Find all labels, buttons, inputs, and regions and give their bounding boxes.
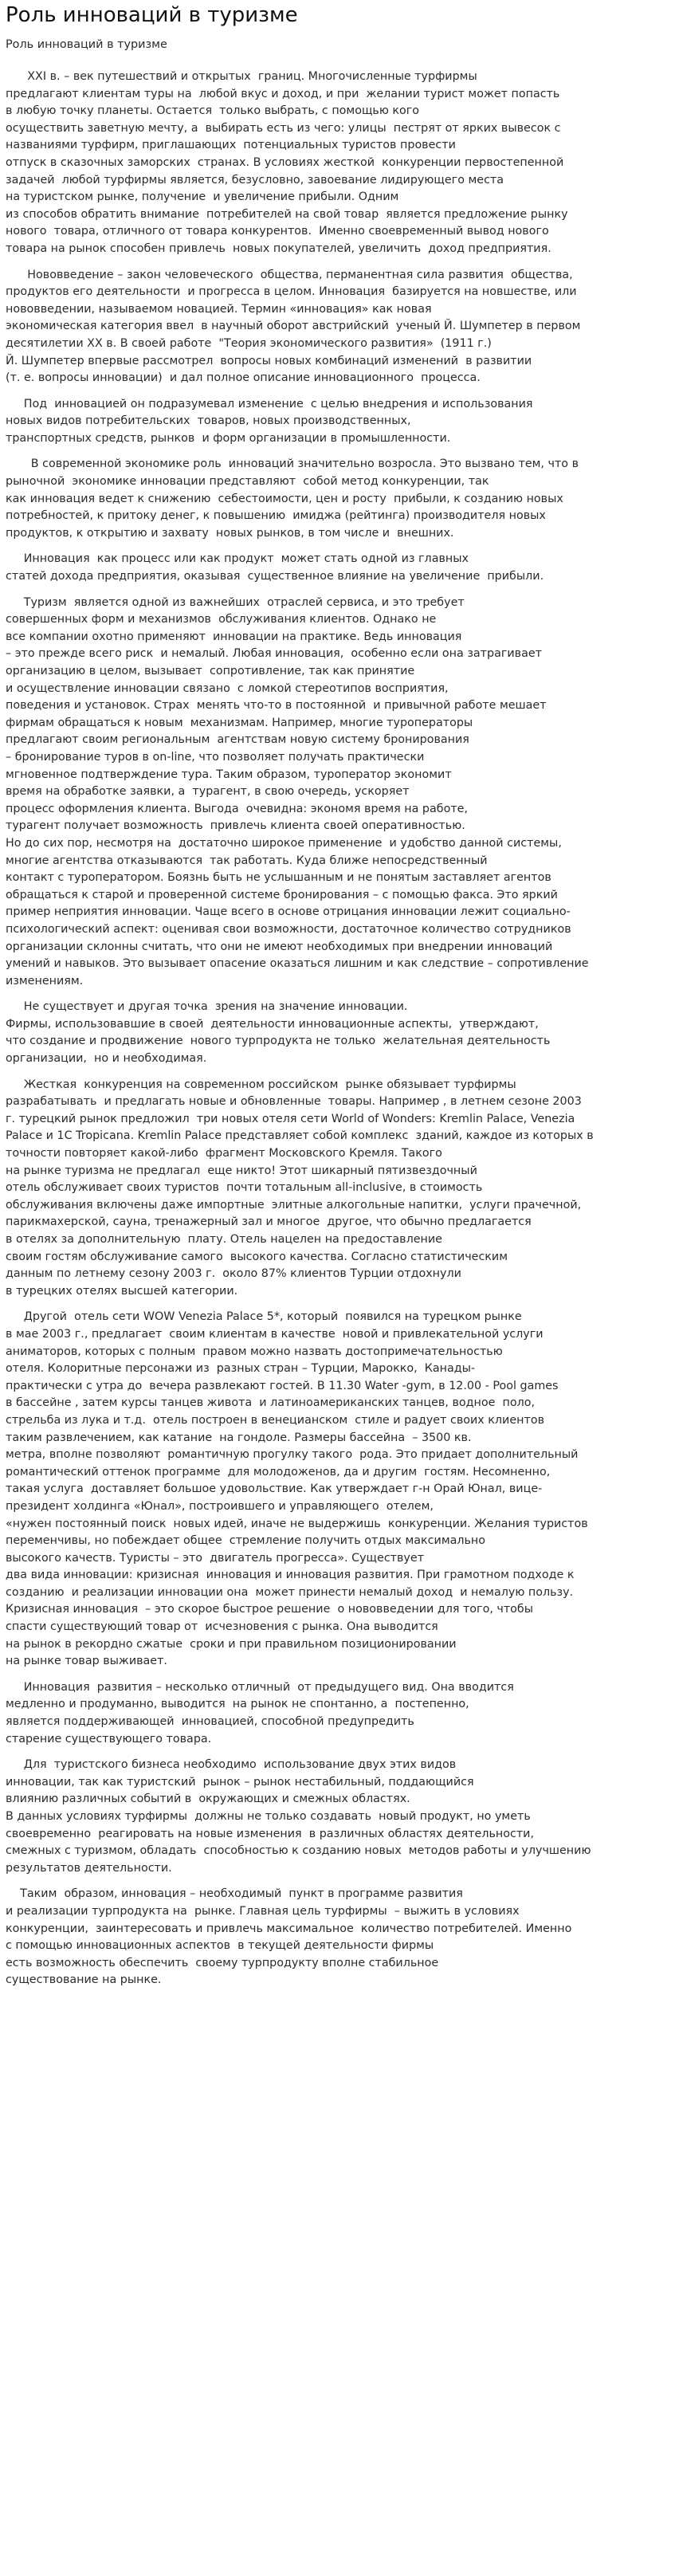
- paragraph-development-innovation: Инновация развития – несколько отличный от предыдущего вид. Она вводится медленно и продуманно, выводится на рынок не спонтанно, а постепенно, является поддерживающей инновацией, способной предупредить старение существующего товара.: [6, 1680, 514, 1745]
- article-subtitle: Роль инноваций в туризме: [6, 38, 167, 51]
- page-title: Роль инноваций в туризме: [6, 3, 298, 27]
- paragraph-venezia-palace: Другой отель сети WOW Venezia Palace 5*, который появился на турецком рынке в мае 2003 г., предлагает своим клиентам в качестве новой и привлекательной услуги аниматоров, которых с полным правом можно назвать достопримечательностью отеля. Колоритные персонажи из разных стран – Турции, Марокко, Канады- практически с утра до вечера развлекают гостей. В 11.30 Water -gym, в 12.00 - Pool games в бассейне , затем курсы танцев живота и латиноамериканских танцев, водное поло, стрельба из лука и т.д. отель построен в венецианском стиле и радует своих клиентов таким развлечением, как катание на гондоле. Размеры бассейна – 3500 кв. метра, вполне позволяют романтичную прогулку такого рода. Это придает дополнительный романтический оттенок программе для молодоженов, да и другим гостям. Несомненно, такая услуга доставляет большое удовольствие. Как утверждает г-н Орай Юнал, вице- президент холдинга «Юнал», построившего и управляющего отелем, «нужен постоянный поиск новых идей, иначе не выдержишь конкуренции. Желания туристов переменчивы, но побеждает общее стремление получить отдых максимально высокого качеств. Туристы – это двигатель прогресса». Существует два вида инновации: кризисная инновация и инновация развития. При грамотном подходе к созданию и реализации инновации она может принести немалый доход и немалую пользу. Кризисная инновация – это скорое быстрое решение о нововведении для того, чтобы спасти существующий товар от исчезновения с рынка. Она выводится на рынок в рекордно сжатые сроки и при правильном позиционировании на рынке товар выживает.: [6, 1310, 588, 1668]
- paragraph-innovation-meaning: Под инновацией он подразумевал изменение с целью внедрения и использования новых видов потребительских товаров, новых производственных, транспортных средств, рынков и форм организации в промышленности.: [6, 397, 533, 445]
- paragraph-business-needs: Для туристского бизнеса необходимо использование двух этих видов инновации, так как туристский рынок – рынок нестабильный, поддающийся влиянию различных событий в окружающих и смежных областях. В данных условиях турфирмы должны не только создавать новый продукт, но уметь своевременно реагировать на новые изменения в различных областях деятельности, смежных с туризмом, обладать способностью к созданию новых методов работы и улучшению результатов деятельности.: [6, 1758, 591, 1875]
- paragraph-tourism-era: XXI в. – век путешествий и открытых границ. Многочисленные турфирмы предлагают клиентам туры на любой вкус и доход, и при желании турист может попасть в любую точку планеты. Остается только выбрать, с помощью кого осуществить заветную мечту, а выбирать есть из чего: улицы пестрят от ярких вывесок с названиями турфирм, приглашающих потенциальных туристов провести отпуск в сказочных заморских странах. В условиях жесткой конкуренции первостепенной задачей любой турфирмы является, безусловно, завоевание лидирующего места на туристском рынке, получение и увеличение прибыли. Одним из способов обратить внимание потребителей на свой товар является предложение рынку нового товара, отличного от товара конкурентов. Именно своевременный вывод нового товара на рынок способен привлечь новых покупателей, увеличить доход предприятия.: [6, 70, 568, 255]
- paragraph-conclusion: Таким образом, инновация – необходимый пункт в программе развития и реализации турпродукта на рынке. Главная цель турфирмы – выжить в условиях конкуренции, заинтересовать и привлечь максимальное количество потребителей. Именно с помощью инновационных аспектов в текущей деятельности фирмы есть возможность обеспечить своему турпродукту вполне стабильное существование на рынке.: [6, 1887, 572, 1987]
- paragraph-innovation-definition: Нововведение – закон человеческого общества, перманентная сила развития общества, продуктов его деятельности и прогресса в целом. Инновация базируется на новшестве, или нововведении, называемом новацией. Термин «инновация» как новая экономическая категория ввел в научный оборот австрийский ученый Й. Шумпетер в первом десятилетии XX в. В своей работе "Теория экономического развития» (1911 г.) Й. Шумпетер впервые рассмотрел вопросы новых комбинаций изменений в развитии (т. е. вопросы инновации) и дал полное описание инновационного процесса.: [6, 268, 581, 385]
- paragraph-other-view: Не существует и другая точка зрения на значение инновации. Фирмы, использовавшие в своей деятельности инновационные аспекты, утверждают, что создание и продвижение нового турпродукта не только желательная деятельность организации, но и необходимая.: [6, 1000, 551, 1066]
- paragraph-income-source: Инновация как процесс или как продукт может стать одной из главных статей дохода предприятия, оказывая существенное влияние на увеличение прибыли.: [6, 552, 544, 583]
- paragraph-tourism-risk: Туризм является одной из важнейших отраслей сервиса, и это требует совершенных форм и механизмов обслуживания клиентов. Однако не все компании охотно применяют инновации на практике. Ведь инновация – это прежде всего риск и немалый. Любая инновация, особенно если она затрагивает организацию в целом, вызывает сопротивление, так как принятие и осуществление инновации связано с ломкой стереотипов восприятия, поведения и установок. Страх менять что-то в постоянной и привычной работе мешает фирмам обращаться к новым механизмам. Например, многие туроператоры предлагают своим региональным агентствам новую систему бронирования – бронирование туров в on-line, что позволяет получать практически мгновенное подтверждение тура. Таким образом, туроператор экономит время на обработке заявки, а турагент, в свою очередь, ускоряет процесс оформления клиента. Выгода очевидна: экономя время на работе, турагент получает возможность привлечь клиента своей оперативностью. Но до сих пор, несмотря на достаточно широкое применение и удобство данной системы, многие агентства отказываются так работать. Куда ближе непосредственный контакт с туроператором. Боязнь быть не услышанным и не понятым заставляет агентов обращаться к старой и проверенной системе бронирования – с помощью факса. Это яркий пример неприятия инновации. Чаще всего в основе отрицания инновации лежит социально- психологический аспект: оценивая свои возможности, достаточное количество сотрудников организации склонны считать, что они не имеют необходимых при внедрении инноваций умений и навыков. Это вызывает опасение оказаться лишним и как следствие – сопротивление изменениям.: [6, 595, 589, 988]
- paragraph-modern-economy: В современной экономике роль инноваций значительно возросла. Это вызвано тем, что в рыночной экономике инновации представляют собой метод конкуренции, так как инновация ведет к снижению себестоимости, цен и росту прибыли, к созданию новых потребностей, к притоку денег, к повышению имиджа (рейтинга) производителя новых продуктов, к открытию и захвату новых рынков, в том числе и внешних.: [6, 457, 579, 540]
- paragraph-competition: Жесткая конкуренция на современном российском рынке обязывает турфирмы разрабатывать и предлагать новые и обновленные товары. Например , в летнем сезоне 2003 г. турецкий рынок предложил три новых отеля сети World of Wonders: Kremlin Palace, Venezia Palace и 1C Tropicana. Kremlin Palace представляет собой комплекс зданий, каждое из которых в точности повторяет какой-либо фрагмент Московского Кремля. Такого на рынке туризма не предлагал еще никто! Этот шикарный пятизвездочный отель обслуживает своих туристов почти тотальным all-inclusive, в стоимость обслуживания включены даже импортные элитные алкогольные напитки, услуги прачечной, парикмахерской, сауна, тренажерный зал и многое другое, что обычно предлагается в отелях за дополнительную плату. Отель нацелен на предоставление своим гостям обслуживание самого высокого качества. Согласно статистическим данным по летнему сезону 2003 г. около 87% клиентов Турции отдохнули в турецких отелях высшей категории.: [6, 1078, 594, 1298]
